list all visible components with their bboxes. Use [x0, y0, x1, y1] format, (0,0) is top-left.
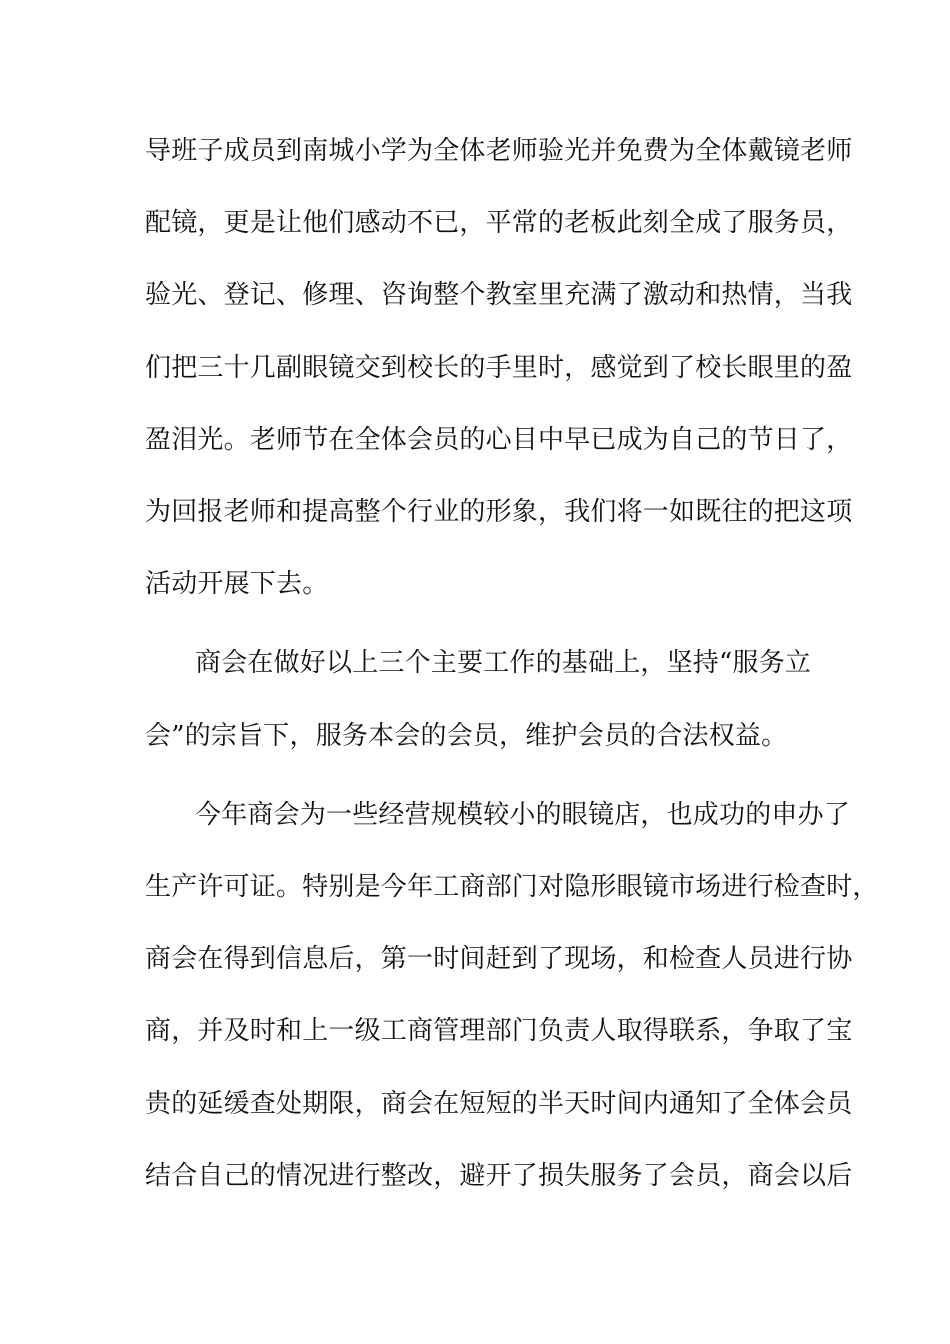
paragraph-line: 导班子成员到南城小学为全体老师验光并免费为全体戴镜老师: [145, 136, 853, 166]
paragraph-line: 验光、登记、修理、咨询整个教室里充满了激动和热情，当我: [145, 280, 853, 310]
paragraph-line: 贵的延缓查处期限，商会在短短的半天时间内通知了全体会员: [145, 1089, 853, 1119]
paragraph-line: 商会在得到信息后，第一时间赶到了现场，和检查人员进行协: [145, 944, 853, 974]
paragraph-line: 盈泪光。老师节在全体会员的心目中早已成为自己的节日了，: [145, 425, 853, 455]
paragraph-line: 配镜，更是让他们感动不已，平常的老板此刻全成了服务员，: [145, 208, 853, 238]
paragraph-line: 为回报老师和提高整个行业的形象，我们将一如既往的把这项: [145, 497, 853, 527]
paragraph-line: 活动开展下去。: [145, 569, 329, 599]
paragraph-first-line: 商会在做好以上三个主要工作的基础上，坚持“服务立: [195, 648, 812, 678]
paragraph-line: 结合自己的情况进行整改，避开了损失服务了会员，商会以后: [145, 1161, 853, 1191]
paragraph-first-line: 今年商会为一些经营规模较小的眼镜店，也成功的申办了: [195, 800, 851, 830]
paragraph-line: 们把三十几副眼镜交到校长的手里时，感觉到了校长眼里的盈: [145, 353, 853, 383]
paragraph-line: 商，并及时和上一级工商管理部门负责人取得联系，争取了宝: [145, 1016, 853, 1046]
paragraph-line: 生产许可证。特别是今年工商部门对隐形眼镜市场进行检查时，: [145, 872, 879, 902]
paragraph-line: 会”的宗旨下，服务本会的会员，维护会员的合法权益。: [145, 721, 788, 751]
